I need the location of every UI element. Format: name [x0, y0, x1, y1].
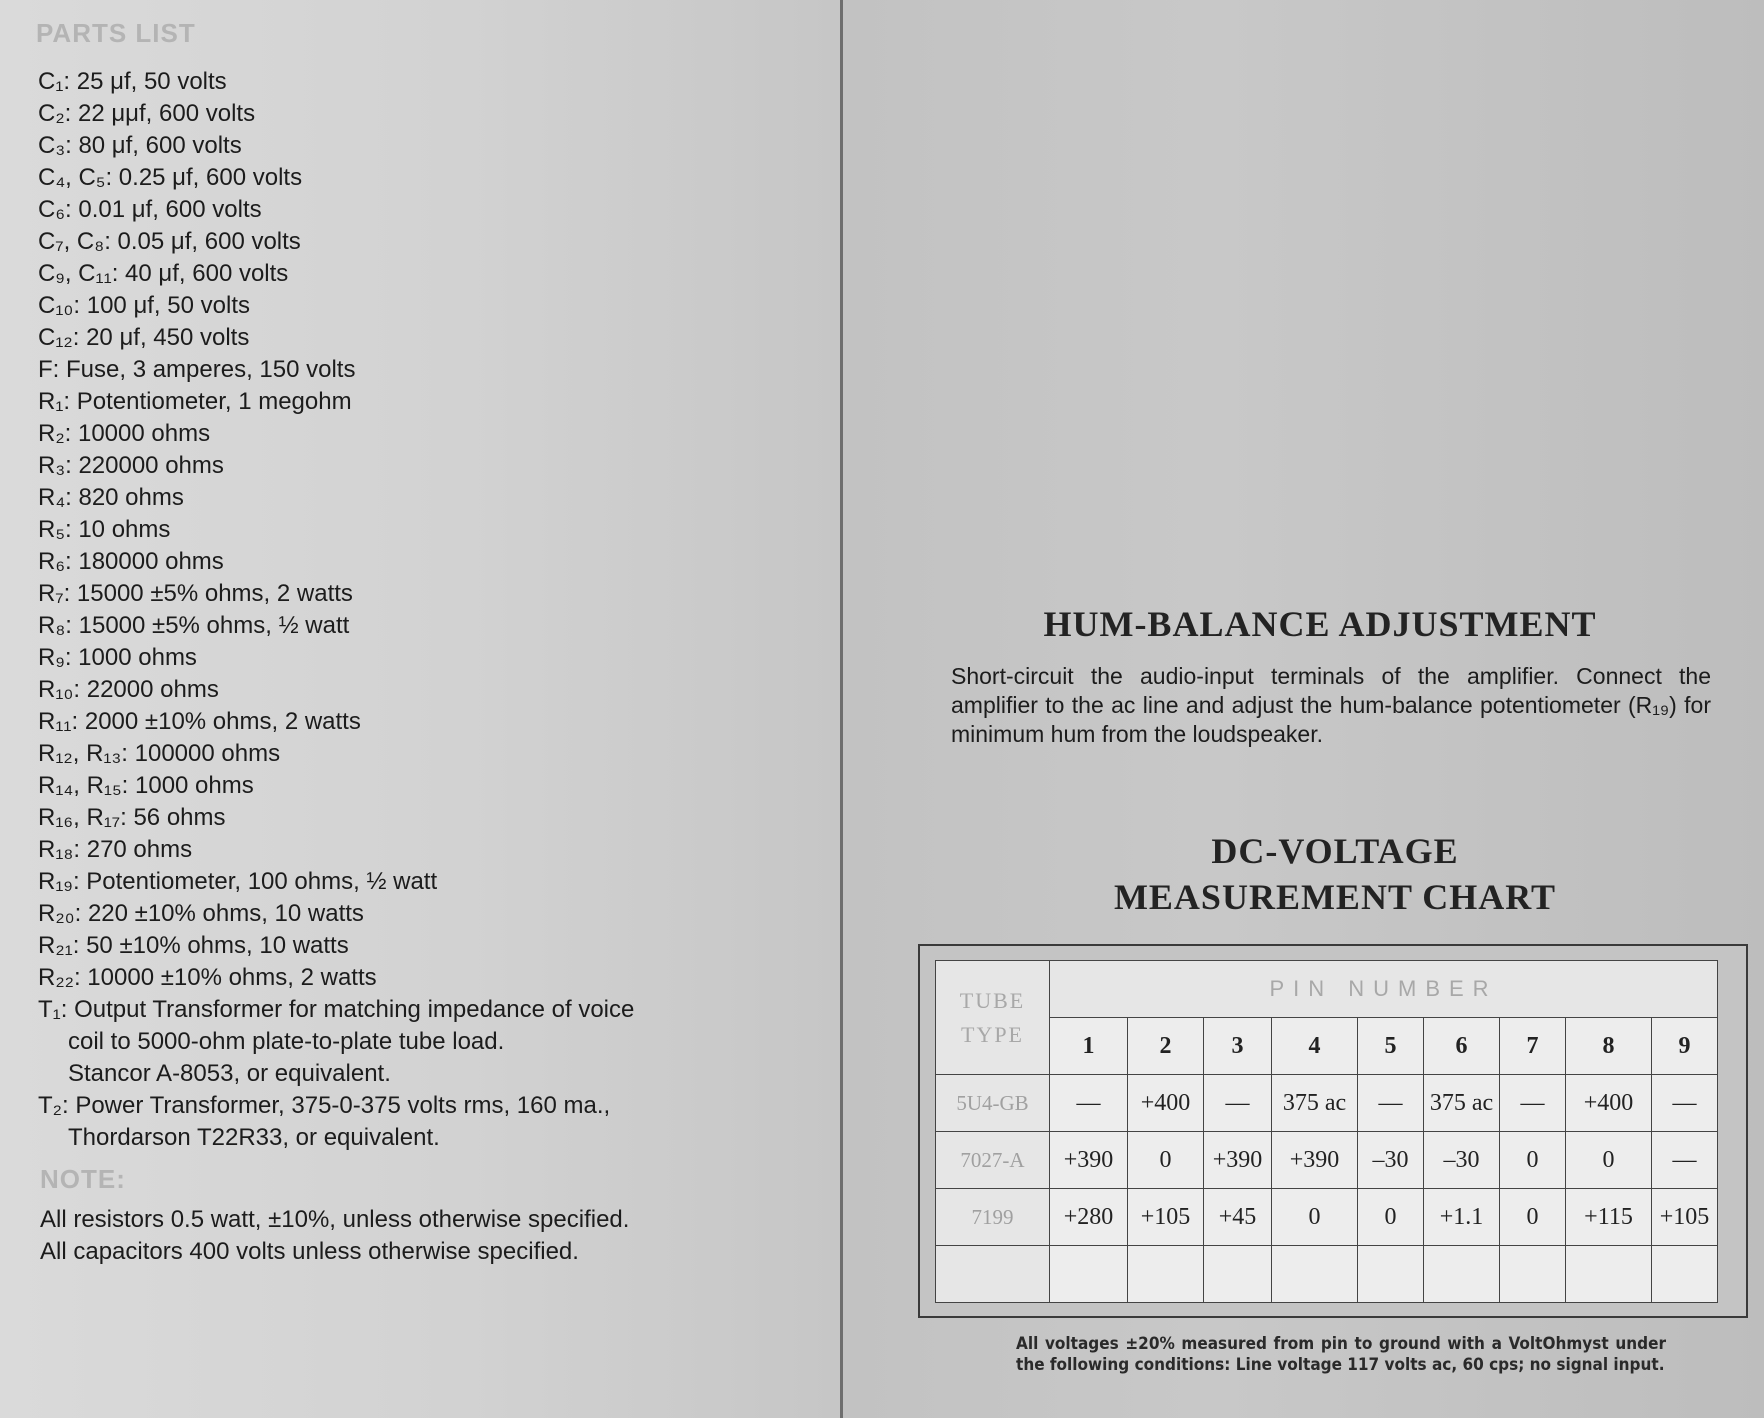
- voltage-cell: [1424, 1246, 1500, 1303]
- parts-list-item: R₇: 15000 ±5% ohms, 2 watts: [38, 580, 353, 607]
- voltage-cell: [1272, 1246, 1358, 1303]
- parts-list-item: C₃: 80 μf, 600 volts: [38, 132, 242, 159]
- pin-number-header: PIN NUMBER: [1050, 961, 1718, 1018]
- voltage-cell: +390: [1204, 1132, 1272, 1189]
- dc-chart-caption: All voltages ±20% measured from pin to ground with a VoltOhmyst under the following conditions: Line voltage 117 volts ac, 60 cps; no signal input.: [1016, 1334, 1666, 1375]
- tube-type-header-line1: TUBE: [959, 987, 1026, 1013]
- parts-list-item: R₉: 1000 ohms: [38, 644, 197, 671]
- voltage-cell: [1128, 1246, 1204, 1303]
- pin-number: 1: [1050, 1018, 1128, 1075]
- tube-type-cell: 5U4-GB: [936, 1075, 1050, 1132]
- voltage-cell: +115: [1566, 1189, 1652, 1246]
- parts-list-item: T₁: Output Transformer for matching impedance of voice: [38, 996, 635, 1023]
- pin-header-row: [936, 961, 1718, 1018]
- voltage-cell: 375 ac: [1272, 1075, 1358, 1132]
- voltage-cell: 0: [1128, 1132, 1204, 1189]
- parts-list-item: R₁₈: 270 ohms: [38, 836, 193, 863]
- table-row: [936, 1246, 1718, 1303]
- dc-voltage-table: [935, 960, 1718, 1303]
- parts-list-item: R₁₄, R₁₅: 1000 ohms: [38, 772, 254, 799]
- parts-list-item: R₈: 15000 ±5% ohms, ½ watt: [38, 612, 350, 639]
- hum-balance-text: Short-circuit the audio-input terminals of the amplifier. Connect the amplifier to the ac line and adjust the hum-balance potentiometer (R₁₉) for minimum hum from the loudspeaker.: [951, 663, 1711, 747]
- voltage-cell: [1652, 1246, 1718, 1303]
- parts-list-item: coil to 5000-ohm plate-to-plate tube load.: [68, 1028, 505, 1055]
- parts-list: [38, 66, 798, 1154]
- voltage-cell: [1500, 1246, 1566, 1303]
- voltage-cell: +400: [1566, 1075, 1652, 1132]
- voltage-cell: —: [1652, 1132, 1718, 1189]
- voltage-cell: 0: [1358, 1189, 1424, 1246]
- parts-list-item: R₁₉: Potentiometer, 100 ohms, ½ watt: [38, 868, 438, 895]
- parts-list-item: C₄, C₅: 0.25 μf, 600 volts: [38, 164, 303, 191]
- voltage-cell: +1.1: [1424, 1189, 1500, 1246]
- pin-number: 6: [1424, 1018, 1500, 1075]
- table-row: [936, 1189, 1718, 1246]
- voltage-cell: +390: [1050, 1132, 1128, 1189]
- pin-number: 2: [1128, 1018, 1204, 1075]
- pin-number: 9: [1652, 1018, 1718, 1075]
- parts-list-item: Stancor A-8053, or equivalent.: [68, 1060, 391, 1087]
- voltage-cell: —: [1500, 1075, 1566, 1132]
- pin-numbers-row: [936, 1018, 1718, 1075]
- parts-list-item: R₁₆, R₁₇: 56 ohms: [38, 804, 226, 831]
- voltage-cell: [1204, 1246, 1272, 1303]
- voltage-cell: [1566, 1246, 1652, 1303]
- tube-type-cell: 7199: [936, 1189, 1050, 1246]
- parts-list-item: C₉, C₁₁: 40 μf, 600 volts: [38, 260, 289, 287]
- voltage-cell: 375 ac: [1424, 1075, 1500, 1132]
- voltage-cell: +280: [1050, 1189, 1128, 1246]
- parts-list-item: R₁₂, R₁₃: 100000 ohms: [38, 740, 281, 767]
- parts-list-item: R₂₂: 10000 ±10% ohms, 2 watts: [38, 964, 377, 991]
- voltage-cell: –30: [1424, 1132, 1500, 1189]
- table-row: [936, 1132, 1718, 1189]
- voltage-cell: 0: [1500, 1189, 1566, 1246]
- parts-list-item: C₁: 25 μf, 50 volts: [38, 68, 227, 95]
- note-line: All capacitors 400 volts unless otherwise specified.: [40, 1238, 579, 1265]
- parts-list-item: C₆: 0.01 μf, 600 volts: [38, 196, 262, 223]
- pin-number: 4: [1272, 1018, 1358, 1075]
- voltage-cell: —: [1358, 1075, 1424, 1132]
- parts-list-item: R₂₁: 50 ±10% ohms, 10 watts: [38, 932, 349, 959]
- parts-list-item: Thordarson T22R33, or equivalent.: [68, 1124, 440, 1151]
- pin-number: 7: [1500, 1018, 1566, 1075]
- parts-list-item: C₂: 22 μμf, 600 volts: [38, 100, 256, 127]
- table-row: [936, 1075, 1718, 1132]
- parts-list-item: R₂: 10000 ohms: [38, 420, 211, 447]
- parts-list-item: R₁: Potentiometer, 1 megohm: [38, 388, 352, 415]
- note-heading: NOTE:: [40, 1164, 126, 1194]
- parts-list-item: C₁₂: 20 μf, 450 volts: [38, 324, 250, 351]
- voltage-cell: —: [1050, 1075, 1128, 1132]
- tube-type-cell: 7027-A: [936, 1132, 1050, 1189]
- parts-list-item: C₇, C₈: 0.05 μf, 600 volts: [38, 228, 301, 255]
- notes-list: [40, 1204, 629, 1268]
- tube-type-cell: [936, 1246, 1050, 1303]
- dc-chart-title-line1: DC-VOLTAGE: [1211, 831, 1459, 871]
- voltage-cell: +400: [1128, 1075, 1204, 1132]
- parts-list-item: R₁₀: 22000 ohms: [38, 676, 219, 703]
- voltage-cell: 0: [1272, 1189, 1358, 1246]
- pin-number: 3: [1204, 1018, 1272, 1075]
- voltage-cell: +45: [1204, 1189, 1272, 1246]
- voltage-cell: 0: [1566, 1132, 1652, 1189]
- dc-chart-title-line2: MEASUREMENT CHART: [1113, 877, 1557, 917]
- note-line: All resistors 0.5 watt, ±10%, unless otherwise specified.: [40, 1206, 630, 1233]
- voltage-cell: [1050, 1246, 1128, 1303]
- voltage-cell: –30: [1358, 1132, 1424, 1189]
- voltage-cell: +105: [1652, 1189, 1718, 1246]
- parts-list-item: T₂: Power Transformer, 375-0-375 volts rms, 160 ma.,: [38, 1092, 611, 1119]
- parts-list-item: R₆: 180000 ohms: [38, 548, 224, 575]
- parts-list-item: R₁₁: 2000 ±10% ohms, 2 watts: [38, 708, 361, 735]
- tube-type-header: [936, 961, 1050, 1075]
- parts-list-item: R₅: 10 ohms: [38, 516, 171, 543]
- parts-list-item: R₃: 220000 ohms: [38, 452, 224, 479]
- parts-list-item: R₄: 820 ohms: [38, 484, 184, 511]
- pin-number: 5: [1358, 1018, 1424, 1075]
- parts-list-item: C₁₀: 100 μf, 50 volts: [38, 292, 250, 319]
- voltage-cell: —: [1204, 1075, 1272, 1132]
- parts-list-item: F: Fuse, 3 amperes, 150 volts: [38, 356, 356, 383]
- tube-type-header-line2: TYPE: [961, 1021, 1024, 1047]
- voltage-cell: +105: [1128, 1189, 1204, 1246]
- parts-list-heading: PARTS LIST: [36, 18, 196, 48]
- voltage-cell: 0: [1500, 1132, 1566, 1189]
- voltage-cell: +390: [1272, 1132, 1358, 1189]
- voltage-cell: [1358, 1246, 1424, 1303]
- voltage-cell: —: [1652, 1075, 1718, 1132]
- hum-balance-title: HUM-BALANCE ADJUSTMENT: [1043, 604, 1597, 644]
- parts-list-item: R₂₀: 220 ±10% ohms, 10 watts: [38, 900, 364, 927]
- pin-number: 8: [1566, 1018, 1652, 1075]
